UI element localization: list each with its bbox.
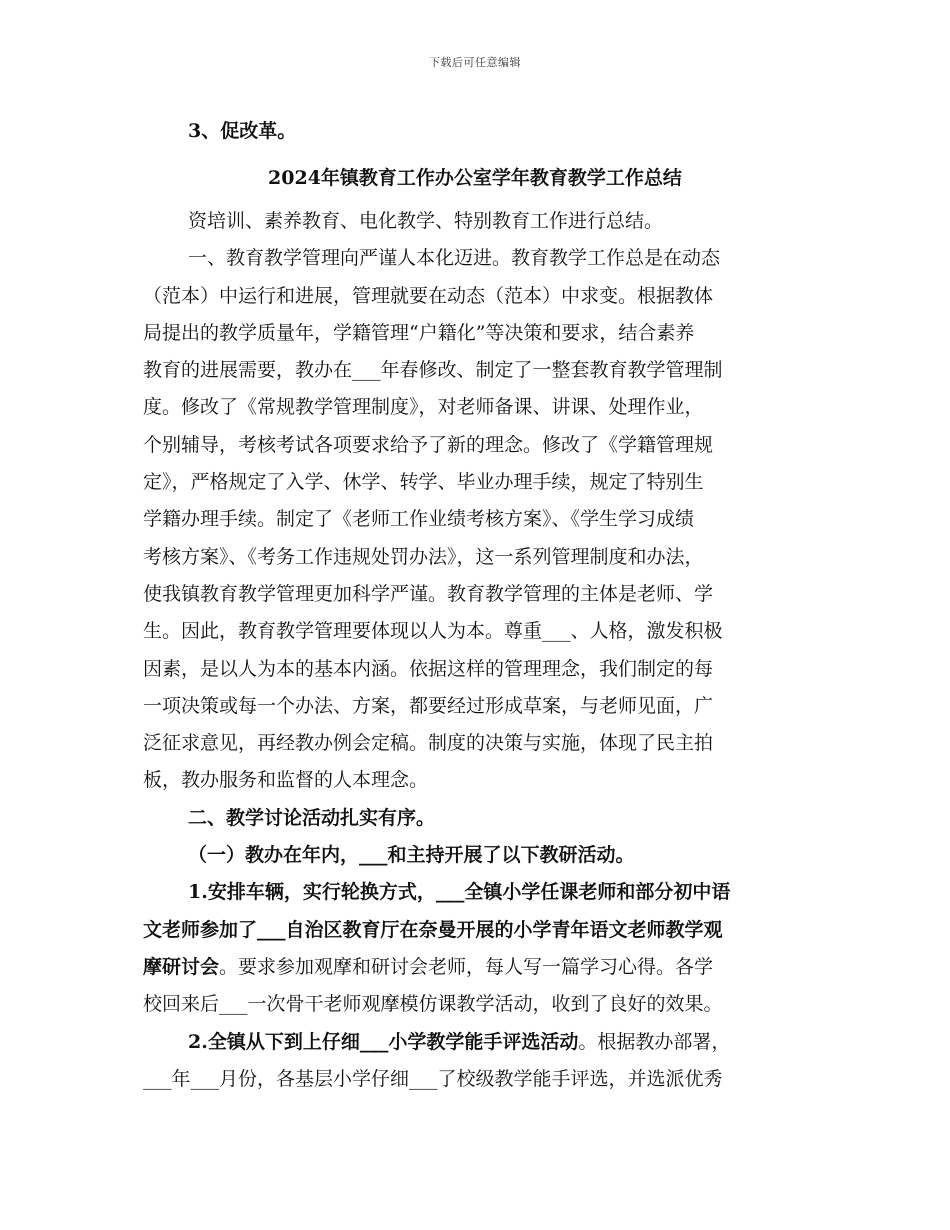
subheading-line: （一）教办在年内，___和主持开展了以下教研活动。 xyxy=(188,844,635,867)
paragraph-line: 文老师参加了___自治区教育厅在奈曼开展的小学青年语文老师教学观 xyxy=(143,918,723,941)
paragraph-line: 学籍办理手续。制定了《老师工作业绩考核方案》、《学生学习成绩 xyxy=(143,508,695,531)
paragraph-line: 生。因此，教育教学管理要体现以人为本。尊重___、人格，激发积极 xyxy=(143,620,723,643)
paragraph-line: 泛征求意见，再经教办例会定稿。制度的决策与实施，体现了民主拍 xyxy=(143,732,714,755)
paragraph-line: 个别辅导，考核考试各项要求给予了新的理念。修改了《学籍管理规 xyxy=(143,433,714,456)
paragraph-line xyxy=(143,1024,813,1061)
paragraph-line: 定》，严格规定了入学、休学、转学、毕业办理手续，规定了特别生 xyxy=(143,471,704,494)
paragraph-line: 1.安排车辆，实行轮换方式，___全镇小学任课老师和部分初中语 xyxy=(188,881,731,904)
paragraph-line: 度。修改了《常规教学管理制度》，对老师备课、讲课、处理作业， xyxy=(143,396,704,419)
document-title: 2024年镇教育工作办公室学年教育教学工作总结 xyxy=(268,167,682,189)
text-run: 。要求参加观摩和研讨会老师，每人写一篇学习心得。各学 xyxy=(219,955,714,978)
paragraph-line: 一、教育教学管理向严谨人本化迈进。教育教学工作总是在动态 xyxy=(188,247,721,270)
paragraph-line: 局提出的教学质量年，学籍管理“户籍化”等决策和要求，结合素养 xyxy=(143,321,695,344)
paragraph-line: 资培训、素养教育、电化教学、特别教育工作进行总结。 xyxy=(188,210,664,232)
paragraph-line: 板，教办服务和监督的人本理念。 xyxy=(143,769,429,792)
paragraph-line: 因素，是以人为本的基本内涵。依据这样的管理理念，我们制定的每 xyxy=(143,657,714,680)
subheading-line: 二、教学讨论活动扎实有序。 xyxy=(188,806,436,829)
text-run: 。根据教办部署， xyxy=(578,1030,731,1053)
paragraph-line: 校回来后___一次骨干老师观摩模仿课教学活动，收到了良好的效果。 xyxy=(143,993,723,1016)
bold-run: 2.全镇从下到上仔细___小学教学能手评选活动 xyxy=(188,1030,579,1053)
paragraph-line: ___年___月份，各基层小学仔细___了校级教学能手评选，并选派优秀 xyxy=(143,1067,723,1090)
paragraph-line: 使我镇教育教学管理更加科学严谨。教育教学管理的主体是老师、学 xyxy=(143,582,714,605)
paragraph-line: （范本）中运行和进展，管理就要在动态（范本）中求变。根据教体 xyxy=(143,284,714,307)
paragraph-line xyxy=(143,949,813,986)
paragraph-line: 考核方案》、《考务工作违规处罚办法》，这一系列管理制度和办法， xyxy=(143,545,704,568)
document-body xyxy=(143,203,813,1098)
paragraph-line: 教育的进展需要，教办在___年春修改、制定了一整套教育教学管理制 xyxy=(143,359,723,382)
section-heading: 3、促改革。 xyxy=(188,120,297,142)
paragraph-line: 一项决策或每一个办法、方案，都要经过形成草案，与老师见面，广 xyxy=(143,694,714,717)
bold-run: 摩研讨会 xyxy=(143,955,220,978)
page-header: 下载后可任意编辑 xyxy=(429,56,521,69)
